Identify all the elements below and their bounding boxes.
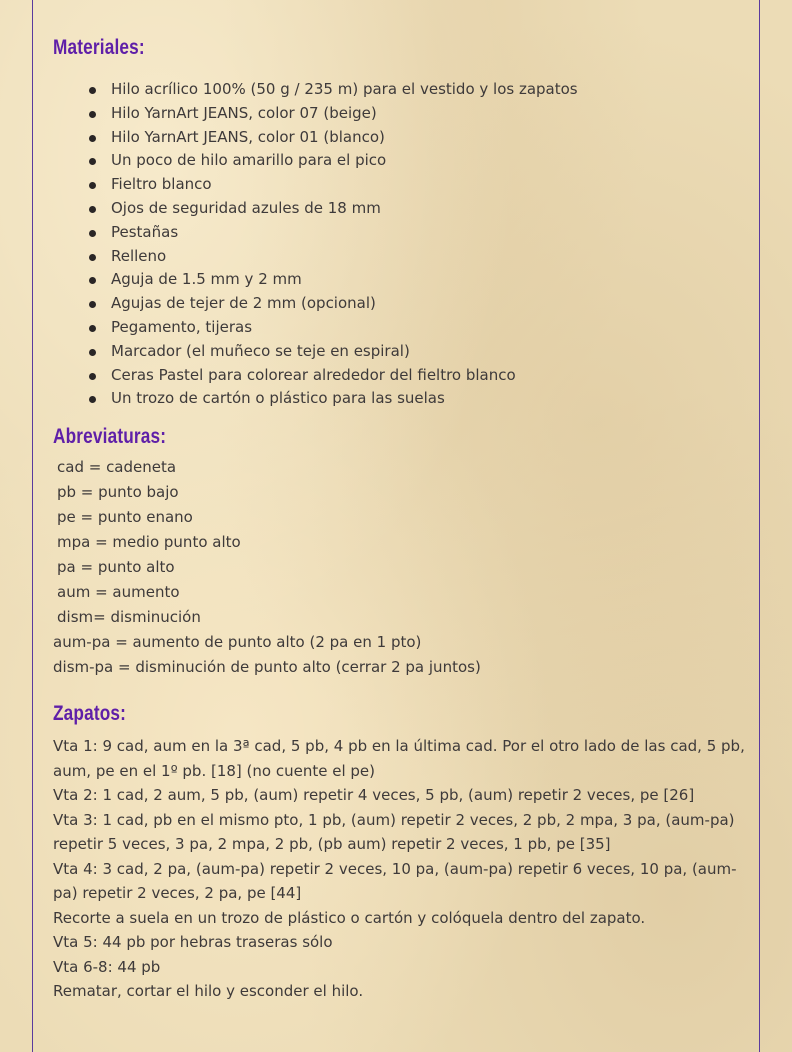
instruction-line: Vta 4: 3 cad, 2 pa, (aum-pa) repetir 2 veces, 10 pa, (aum-pa) repetir 6 veces, 10 pa, (aum-pa) repetir 2 veces, 2 pa, pe [44] — [53, 859, 737, 903]
abbreviation-line: aum-pa = aumento de punto alto (2 pa en 1 pto) — [53, 633, 422, 652]
list-item: Relleno — [111, 245, 753, 269]
abbreviation-line: pa = punto alto — [57, 558, 175, 577]
abbreviation-line: pb = punto bajo — [57, 483, 179, 502]
list-item: Aguja de 1.5 mm y 2 mm — [111, 268, 753, 292]
instruction-line: Vta 5: 44 pb por hebras traseras sólo — [53, 933, 333, 952]
zapatos-instructions — [53, 734, 753, 1004]
list-item: Fieltro blanco — [111, 173, 753, 197]
abreviaturas-heading: Abreviaturas: — [53, 425, 167, 449]
list-item: Hilo acrílico 100% (50 g / 235 m) para el vestido y los zapatos — [111, 78, 753, 102]
abbreviation-line: dism= disminución — [57, 608, 201, 627]
materiales-list — [53, 78, 753, 411]
instruction-line: Vta 2: 1 cad, 2 aum, 5 pb, (aum) repetir 4 veces, 5 pb, (aum) repetir 2 veces, pe [26] — [53, 786, 695, 805]
abbreviation-line: dism-pa = disminución de punto alto (cerrar 2 pa juntos) — [53, 658, 481, 677]
abbreviation-line: mpa = medio punto alto — [57, 533, 241, 552]
instruction-line: Vta 3: 1 cad, pb en el mismo pto, 1 pb, (aum) repetir 2 veces, 2 pb, 2 mpa, 3 pa, (aum-pa) repetir 5 veces, 3 pa, 2 mpa, 2 pb, (pb aum) repetir 2 veces, 1 pb, pe [35] — [53, 810, 735, 854]
list-item: Pestañas — [111, 221, 753, 245]
list-item: Un poco de hilo amarillo para el pico — [111, 149, 753, 173]
materiales-heading: Materiales: — [53, 36, 145, 59]
abbreviation-line: pe = punto enano — [57, 508, 193, 527]
list-item: Hilo YarnArt JEANS, color 01 (blanco) — [111, 126, 753, 150]
document-content — [53, 32, 753, 1004]
list-item: Agujas de tejer de 2 mm (opcional) — [111, 292, 753, 316]
abbreviation-line: cad = cadeneta — [57, 458, 177, 477]
instruction-line: Vta 1: 9 cad, aum en la 3ª cad, 5 pb, 4 pb en la última cad. Por el otro lado de las cad, 5 pb, aum, pe en el 1º pb. [18] (no cuente el pe) — [53, 737, 745, 780]
abreviaturas-list — [53, 455, 753, 680]
list-item: Ceras Pastel para colorear alrededor del fieltro blanco — [111, 364, 753, 388]
instruction-line: Vta 6-8: 44 pb — [53, 957, 161, 976]
list-item: Marcador (el muñeco se teje en espiral) — [111, 340, 753, 364]
list-item: Un trozo de cartón o plástico para las suelas — [111, 387, 753, 411]
list-item: Pegamento, tijeras — [111, 316, 753, 340]
materiales-section — [53, 32, 753, 411]
page-frame — [32, 0, 760, 1052]
abreviaturas-section — [53, 421, 753, 680]
instruction-line: Recorte a suela en un trozo de plástico o cartón y colóquela dentro del zapato. — [53, 908, 646, 927]
abbreviation-line: aum = aumento — [57, 583, 180, 602]
zapatos-heading: Zapatos: — [53, 702, 127, 726]
list-item: Hilo YarnArt JEANS, color 07 (beige) — [111, 102, 753, 126]
instruction-line: Rematar, cortar el hilo y esconder el hilo. — [53, 982, 364, 1001]
zapatos-section — [53, 698, 753, 1004]
list-item: Ojos de seguridad azules de 18 mm — [111, 197, 753, 221]
